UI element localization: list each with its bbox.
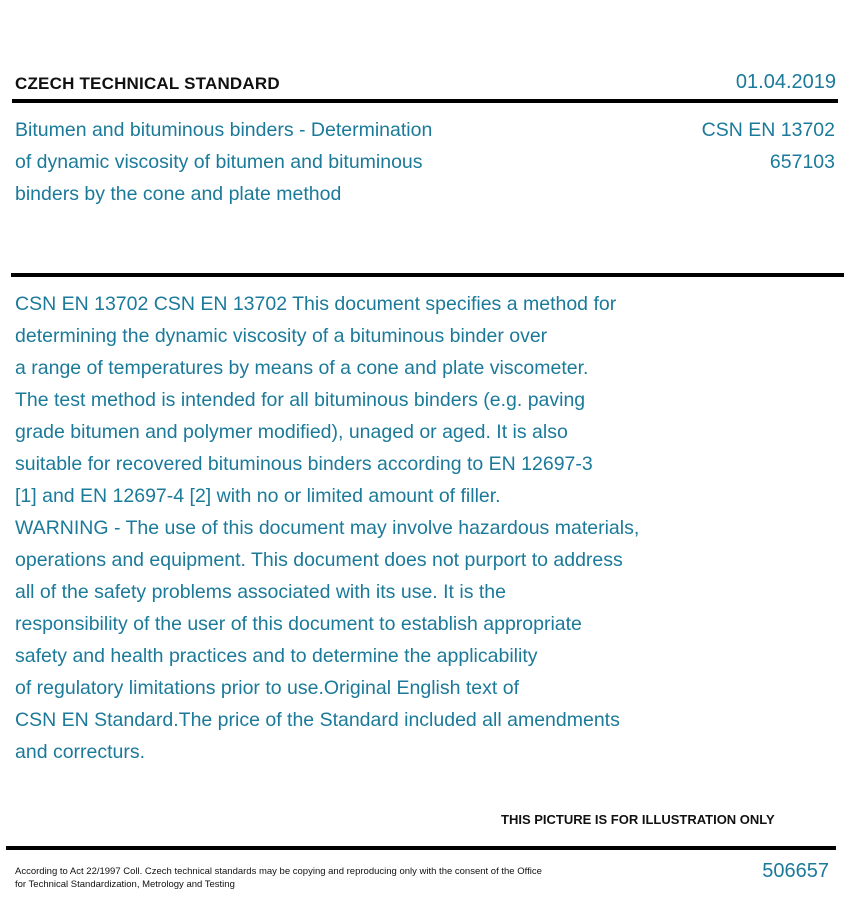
illustration-notice: THIS PICTURE IS FOR ILLUSTRATION ONLY [501,812,775,827]
title-divider [11,273,844,277]
legal-line: for Technical Standardization, Metrology and Testing [15,879,235,890]
standard-code: CSN EN 13702 [701,119,835,141]
classification-code: 657103 [769,151,835,173]
description-line: CSN EN Standard.The price of the Standard included all amendments [15,709,620,731]
description-line: of regulatory limitations prior to use.Original English text of [15,677,519,699]
description-line: CSN EN 13702 CSN EN 13702 This document specifies a method for [15,293,617,315]
description-line: responsibility of the user of this document to establish appropriate [15,613,582,635]
header-divider [12,99,838,103]
description-line: WARNING - The use of this document may involve hazardous materials, [15,517,640,539]
description-line: operations and equipment. This document does not purport to address [15,549,623,571]
description-line: grade bitumen and polymer modified), unaged or aged. It is also [15,421,568,443]
footer-divider [6,846,836,850]
title-line: binders by the cone and plate method [15,183,342,205]
description-line: determining the dynamic viscosity of a bituminous binder over [15,325,548,347]
legal-line: According to Act 22/1997 Coll. Czech technical standards may be copying and reproducing only with the consent of the Office [15,866,542,877]
description-line: safety and health practices and to determine the applicability [15,645,538,667]
description-line: [1] and EN 12697-4 [2] with no or limited amount of filler. [15,485,501,507]
description-line: and correcturs. [15,741,146,763]
standard-description [15,288,735,768]
description-line: The test method is intended for all bituminous binders (e.g. paving [15,389,586,411]
standard-type-label: CZECH TECHNICAL STANDARD [15,74,280,93]
title-line: of dynamic viscosity of bitumen and bituminous [15,151,423,173]
document-number: 506657 [762,860,829,882]
standard-codes [702,114,835,178]
description-line: all of the safety problems associated with its use. It is the [15,581,506,603]
standard-title [15,114,505,210]
publication-date: 01.04.2019 [735,71,836,93]
legal-notice [15,865,595,891]
description-line: a range of temperatures by means of a cone and plate viscometer. [15,357,589,379]
title-line: Bitumen and bituminous binders - Determination [15,119,433,141]
description-line: suitable for recovered bituminous binders according to EN 12697-3 [15,453,593,475]
